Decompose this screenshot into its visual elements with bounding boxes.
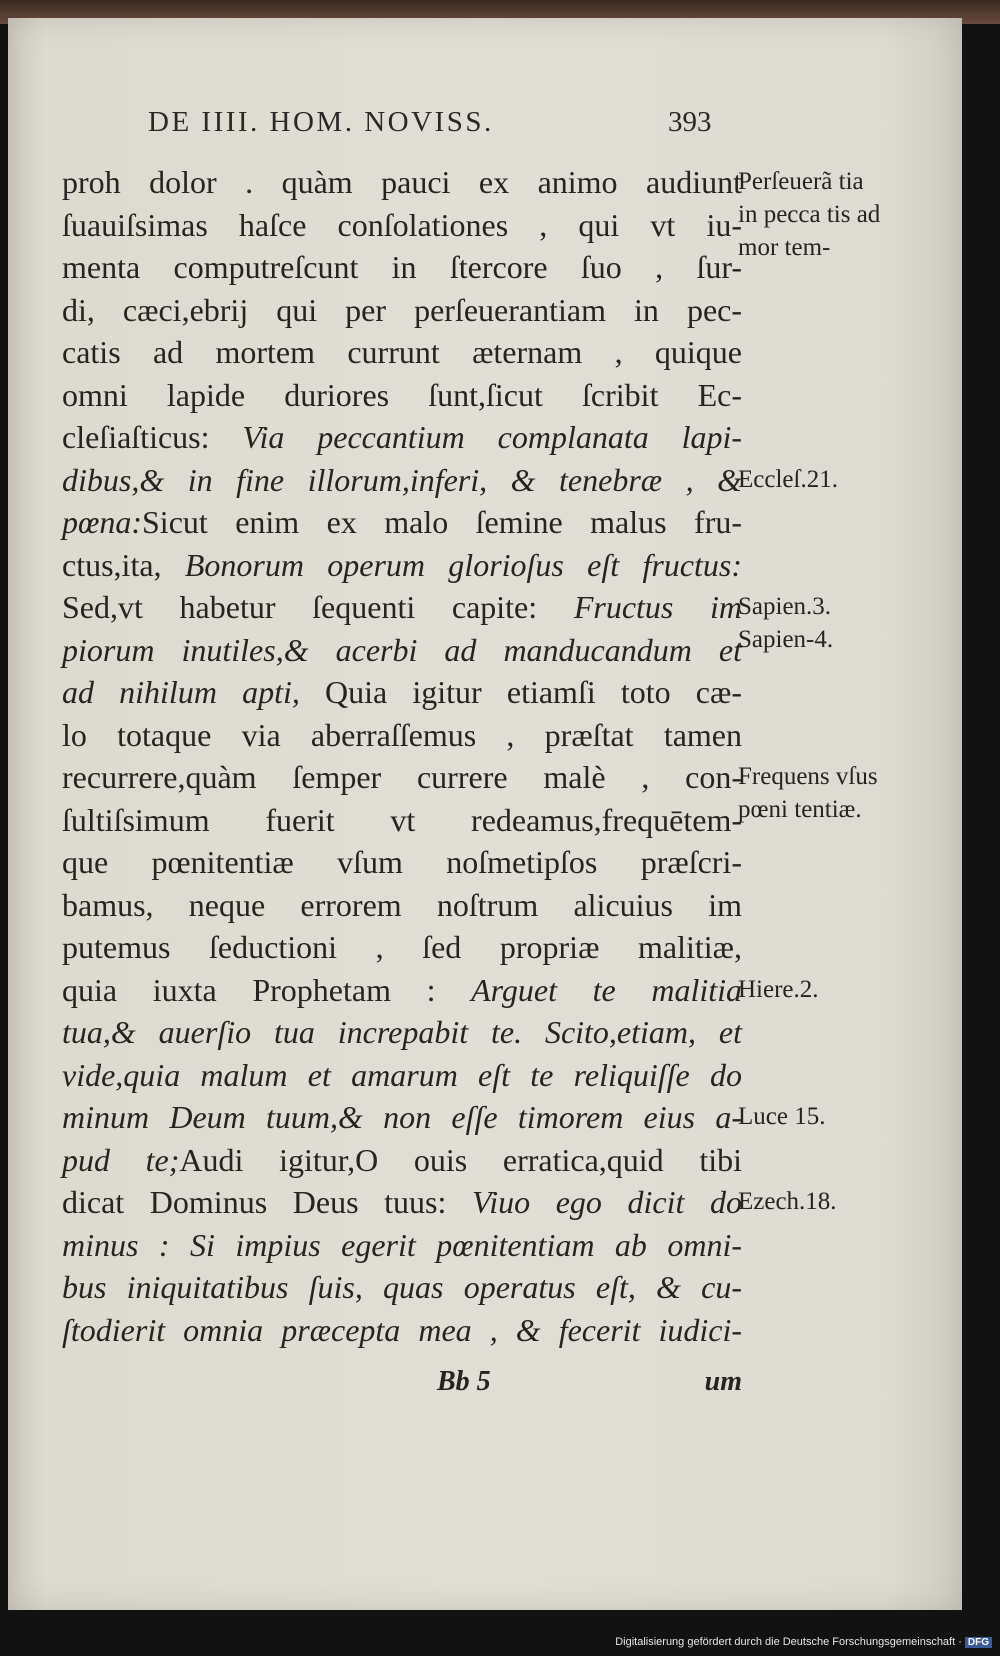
digitization-credit	[615, 1636, 992, 1648]
roman-text: proh dolor . quàm pauci ex animo audiunt	[62, 164, 742, 200]
italic-text: minum Deum tuum,& non eſſe timorem eius a-	[62, 1099, 742, 1135]
italic-text: ſtodierit omnia præcepta mea , & fecerit iudici-	[62, 1311, 742, 1348]
text-line	[62, 161, 742, 204]
dfg-logo: DFG	[965, 1637, 992, 1648]
roman-text: ctus,ita,	[62, 546, 185, 583]
italic-text: Via peccantium complanata lapi-	[242, 419, 743, 455]
text-line	[62, 374, 742, 417]
text-line	[62, 1266, 742, 1309]
roman-text: dicat Dominus Deus tuus:	[62, 1184, 473, 1220]
roman-text: quia iuxta Prophetam :	[62, 971, 472, 1008]
margin-note: Hiere.2.	[738, 975, 819, 1003]
margin-note: Sapien.3. Sapien-4.	[738, 593, 834, 653]
roman-text: di, cæci,ebrij qui per perſeuerantiam in pec-	[62, 291, 742, 328]
italic-text: pud te;	[62, 1141, 180, 1178]
margin-note: Luce 15.	[738, 1103, 826, 1130]
text-line	[62, 671, 742, 714]
text-line	[62, 501, 742, 544]
text-line	[62, 1139, 742, 1182]
roman-text: putemus ſeductioni , ſed propriæ malitiæ,	[62, 929, 742, 965]
text-line	[62, 246, 742, 289]
italic-text: Fructus im	[573, 589, 743, 625]
catchline	[62, 1366, 742, 1406]
text-line	[62, 1309, 742, 1352]
text-line	[62, 289, 742, 332]
text-line	[62, 544, 742, 587]
italic-text: Arguet te malitia	[471, 971, 743, 1008]
italic-text: ad nihilum apti,	[62, 674, 300, 710]
roman-text: cleſiaſticus:	[62, 419, 243, 455]
text-line	[62, 1011, 742, 1054]
roman-text: recurrere,quàm ſemper currere malè , con-	[62, 759, 742, 795]
text-line	[62, 416, 742, 459]
roman-text: Sicut enim ex malo ſemine malus fru-	[142, 504, 742, 540]
italic-text: dibus,& in fine illorum,inferi, & tenebræ , &	[62, 461, 742, 498]
margin-note: Frequens vſus pœni tentiæ.	[738, 763, 878, 823]
italic-text: minus : Si impius egerit pœnitentiam ab omni-	[62, 1226, 742, 1263]
text-line	[62, 331, 742, 374]
signature-mark: Bb 5	[437, 1366, 491, 1397]
text-line	[62, 799, 742, 842]
margin-note: Eccleſ.21.	[738, 465, 838, 493]
text-line	[62, 586, 742, 629]
italic-text: piorum inutiles,& acerbi ad manducandum et	[62, 631, 742, 668]
roman-text: ſuauiſsimas haſce conſolationes , qui vt iu-	[62, 206, 742, 243]
roman-text: ſultiſsimum fuerit vt redeamus,frequētem-	[62, 801, 742, 838]
running-title: DE IIII. HOM. NOVISS.	[148, 106, 494, 138]
catchword: um	[704, 1366, 742, 1397]
text-line	[62, 1181, 742, 1224]
text-line	[62, 459, 742, 502]
italic-text: tua,& auerſio tua increpabit te. Scito,etiam, et	[62, 1014, 742, 1050]
text-line	[62, 1224, 742, 1267]
italic-text: Bonorum operum glorioſus eſt fructus:	[184, 546, 742, 583]
body-text	[62, 161, 742, 1351]
text-line	[62, 714, 742, 757]
italic-text: Viuo ego dicit do	[472, 1184, 743, 1220]
roman-text: lo totaque via aberraſſemus , præſtat tamen	[62, 716, 742, 753]
roman-text: Audi igitur,O ouis erratica,quid tibi	[179, 1141, 742, 1178]
roman-text: menta computreſcunt in ſtercore ſuo , ſur-	[62, 249, 742, 285]
italic-text: vide,quia malum et amarum eſt te reliquiſſe do	[62, 1056, 742, 1093]
text-line	[62, 926, 742, 969]
page-number: 393	[668, 106, 712, 138]
roman-text: omni lapide duriores ſunt,ſicut ſcribit Ec-	[62, 376, 742, 413]
roman-text: Sed,vt habetur ſequenti capite:	[62, 589, 574, 625]
roman-text: que pœnitentiæ vſum noſmetipſos præſcri-	[62, 844, 742, 880]
italic-text: bus iniquitatibus ſuis, quas operatus eſt, & cu-	[62, 1269, 742, 1305]
text-line	[62, 884, 742, 927]
margin-note: Perſeuerã tia in pecca tis ad mor tem-	[738, 168, 881, 261]
text-line	[62, 629, 742, 672]
text-line	[62, 1096, 742, 1139]
credit-text: Digitalisierung gefördert durch die Deutsche Forschungsgemeinschaft ·	[615, 1636, 962, 1648]
text-line	[62, 1054, 742, 1097]
roman-text: catis ad mortem currunt æternam , quique	[62, 334, 742, 370]
book-page	[8, 18, 962, 1610]
margin-note: Ezech.18.	[738, 1188, 837, 1215]
text-line	[62, 841, 742, 884]
text-line	[62, 969, 742, 1012]
italic-text: pœna:	[62, 504, 142, 540]
text-line	[62, 204, 742, 247]
roman-text: bamus, neque errorem noſtrum alicuius im	[62, 886, 742, 923]
text-line	[62, 756, 742, 799]
roman-text: Quia igitur etiamſi toto cæ-	[299, 674, 743, 710]
